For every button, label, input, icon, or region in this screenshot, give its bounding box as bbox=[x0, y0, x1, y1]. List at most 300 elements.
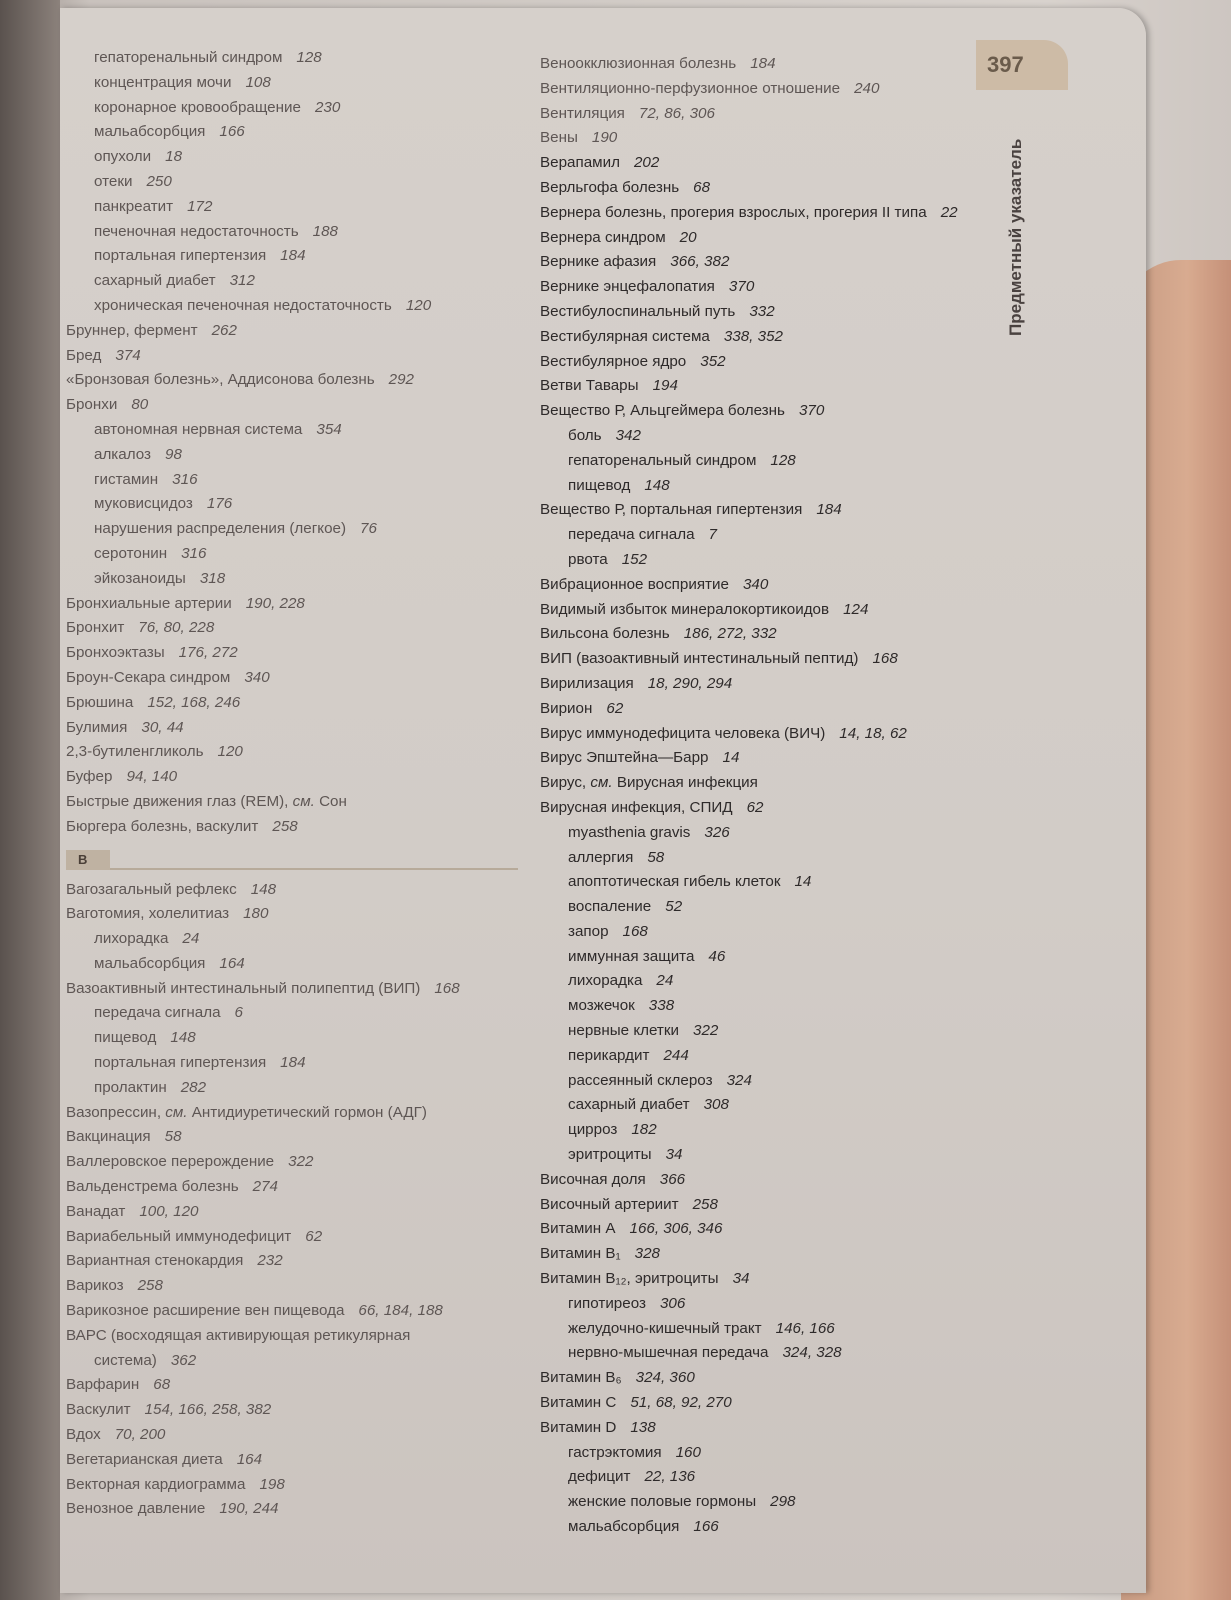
entry-pages: 306 bbox=[659, 1294, 686, 1312]
entry-term: гепаторенальный синдром bbox=[568, 451, 757, 469]
entry-term: перикардит bbox=[568, 1046, 650, 1064]
index-entry bbox=[66, 1200, 518, 1225]
index-entry bbox=[540, 1193, 958, 1218]
index-subentry bbox=[66, 418, 518, 443]
entry-term: рассеянный склероз bbox=[568, 1071, 713, 1089]
entry-pages: 274 bbox=[252, 1178, 278, 1196]
entry-term: Витамин B₁ bbox=[540, 1245, 621, 1263]
index-subentry bbox=[66, 170, 518, 195]
entry-pages: 148 bbox=[644, 476, 670, 494]
index-entry bbox=[540, 300, 958, 325]
entry-pages: 80 bbox=[131, 396, 149, 414]
entry-term: Бронхи bbox=[66, 396, 118, 414]
entry-term: портальная гипертензия bbox=[94, 1054, 267, 1072]
entry-term: Верапамил bbox=[540, 154, 620, 172]
entry-pages: 370 bbox=[798, 402, 825, 420]
entry-pages: 230 bbox=[314, 98, 341, 116]
index-entry bbox=[540, 697, 958, 722]
entry-term: автономная нервная система bbox=[94, 420, 303, 438]
entry-pages: 338 bbox=[648, 997, 675, 1015]
entry-term: аллергия bbox=[568, 848, 634, 866]
index-subentry bbox=[66, 927, 518, 952]
entry-term: запор bbox=[568, 922, 609, 940]
index-entry bbox=[66, 1249, 518, 1274]
entry-pages: 332 bbox=[749, 302, 775, 320]
entry-pages: 146, 166 bbox=[775, 1319, 835, 1337]
entry-term: Вальденстрема болезнь bbox=[66, 1178, 239, 1196]
index-entry bbox=[540, 1242, 958, 1267]
index-subentry bbox=[540, 548, 958, 573]
entry-term: Ваготомия, холелитиаз bbox=[66, 905, 230, 923]
entry-term: Буфер bbox=[66, 768, 113, 786]
index-entry bbox=[66, 319, 518, 344]
entry-pages: 194 bbox=[652, 377, 678, 395]
index-entry bbox=[66, 368, 518, 393]
index-subentry bbox=[66, 468, 518, 493]
entry-pages: 366 bbox=[659, 1170, 686, 1188]
entry-term: пролактин bbox=[94, 1078, 167, 1096]
entry-pages: 58 bbox=[164, 1128, 182, 1146]
index-entry bbox=[540, 1366, 958, 1391]
entry-term: Вдох bbox=[66, 1426, 101, 1444]
entry-pages: 324, 328 bbox=[782, 1344, 842, 1362]
entry-term: нарушения распределения (легкое) bbox=[94, 520, 347, 538]
letter-divider bbox=[66, 844, 518, 874]
entry-pages: 184 bbox=[280, 1054, 306, 1072]
entry-term: Варикоз bbox=[66, 1277, 124, 1295]
index-subentry bbox=[66, 1026, 518, 1051]
entry-pages: 72, 86, 306 bbox=[638, 104, 715, 122]
entry-term: гепаторенальный синдром bbox=[94, 49, 283, 66]
index-entry bbox=[540, 226, 958, 251]
index-entry bbox=[66, 1324, 518, 1349]
entry-term: Булимия bbox=[66, 718, 128, 736]
entry-pages: 342 bbox=[615, 426, 641, 444]
entry-term: Ветви Тавары bbox=[540, 377, 639, 395]
entry-term: Височный артериит bbox=[540, 1195, 679, 1213]
entry-term: гипотиреоз bbox=[568, 1294, 646, 1312]
entry-term: «Бронзовая болезнь», Аддисонова болезнь bbox=[66, 371, 375, 389]
entry-term: нервные клетки bbox=[568, 1022, 680, 1040]
entry-term: Вирион bbox=[540, 699, 593, 717]
index-entry bbox=[66, 616, 518, 641]
entry-pages: 316 bbox=[172, 470, 198, 488]
entry-term: Веноокклюзионная болезнь bbox=[540, 55, 737, 72]
index-subentry bbox=[540, 1143, 958, 1168]
entry-term: Броун-Секара синдром bbox=[66, 668, 231, 686]
entry-pages: 62 bbox=[606, 699, 624, 717]
index-entry bbox=[66, 1125, 518, 1150]
entry-term: Векторная кардиограмма bbox=[66, 1475, 246, 1493]
index-subentry bbox=[540, 1292, 958, 1317]
entry-pages: 326 bbox=[704, 823, 730, 841]
entry-pages: 18, 290, 294 bbox=[647, 674, 733, 692]
index-subentry bbox=[66, 567, 518, 592]
entry-pages: 322 bbox=[693, 1022, 719, 1040]
index-entry bbox=[66, 1398, 518, 1423]
entry-term: Видимый избыток минералокортикоидов bbox=[540, 600, 830, 618]
entry-pages: 180 bbox=[243, 905, 269, 923]
index-subentry bbox=[66, 269, 518, 294]
entry-pages: 232 bbox=[257, 1252, 283, 1270]
entry-pages: 322 bbox=[288, 1153, 314, 1171]
index-subentry bbox=[540, 1441, 958, 1466]
index-entry bbox=[540, 1168, 958, 1193]
index-subentry bbox=[66, 220, 518, 245]
entry-term: Бруннер, фермент bbox=[66, 321, 198, 339]
see-reference-marker: см. bbox=[586, 774, 617, 792]
entry-term: опухоли bbox=[94, 148, 152, 166]
index-subentry bbox=[66, 492, 518, 517]
entry-term: мозжечок bbox=[568, 997, 635, 1015]
entry-pages: 20 bbox=[679, 228, 697, 246]
entry-term: Витамин А bbox=[540, 1220, 616, 1238]
index-subentry bbox=[66, 443, 518, 468]
entry-term: Вегетарианская диета bbox=[66, 1450, 223, 1468]
entry-pages: 188 bbox=[312, 222, 338, 240]
entry-term: цирроз bbox=[568, 1121, 618, 1139]
index-entry bbox=[66, 815, 518, 840]
entry-pages: 14, 18, 62 bbox=[839, 724, 907, 742]
index-subentry bbox=[66, 1349, 518, 1374]
index-entry bbox=[66, 790, 518, 815]
entry-pages: 258 bbox=[137, 1277, 163, 1295]
entry-pages: 168 bbox=[872, 650, 898, 668]
entry-pages: 190 bbox=[591, 129, 618, 147]
index-entry bbox=[66, 740, 518, 765]
entry-pages: 124 bbox=[843, 600, 869, 618]
entry-pages: 128 bbox=[296, 49, 322, 66]
entry-pages: 22, 136 bbox=[644, 1468, 696, 1486]
entry-pages: 148 bbox=[250, 880, 277, 898]
entry-term: пищевод bbox=[568, 476, 631, 494]
index-entry bbox=[66, 1373, 518, 1398]
entry-pages: 184 bbox=[816, 501, 842, 519]
entry-term: myasthenia gravis bbox=[568, 823, 691, 841]
index-entry bbox=[66, 716, 518, 741]
entry-term: Вещество Р, портальная гипертензия bbox=[540, 501, 803, 519]
entry-term: Бронхоэктазы bbox=[66, 644, 165, 662]
entry-term: гастрэктомия bbox=[568, 1443, 662, 1461]
index-entry bbox=[66, 1101, 518, 1126]
left-column bbox=[66, 46, 518, 1522]
entry-term: Витамин B₁₂, эритроциты bbox=[540, 1270, 719, 1288]
see-reference-target: Антидиуретический гормон (АДГ) bbox=[191, 1103, 427, 1121]
entry-pages: 138 bbox=[630, 1418, 656, 1436]
index-subentry bbox=[66, 517, 518, 542]
entry-term: Верльгофа болезнь bbox=[540, 178, 680, 196]
entry-pages: 198 bbox=[259, 1475, 285, 1493]
entry-term: Быстрые движения глаз (REM), bbox=[66, 792, 289, 810]
entry-pages: 186, 272, 332 bbox=[683, 625, 777, 643]
see-reference-marker: см. bbox=[288, 792, 320, 810]
entry-pages: 182 bbox=[631, 1121, 657, 1139]
entry-term: 2,3-бутиленгликоль bbox=[66, 743, 204, 761]
index-entry bbox=[66, 902, 518, 927]
entry-term: Вариантная стенокардия bbox=[66, 1252, 244, 1270]
index-subentry bbox=[540, 870, 958, 895]
entry-pages: 366, 382 bbox=[670, 253, 730, 271]
entry-term: мальабсорбция bbox=[94, 123, 206, 141]
entry-pages: 51, 68, 92, 270 bbox=[630, 1394, 732, 1412]
entry-pages: 240 bbox=[854, 79, 880, 97]
entry-pages: 14 bbox=[722, 749, 740, 767]
index-entry bbox=[66, 1448, 518, 1473]
entry-term: Вибрационное восприятие bbox=[540, 575, 729, 593]
entry-term: боль bbox=[568, 426, 602, 444]
index-subentry bbox=[540, 945, 958, 970]
entry-pages: 258 bbox=[272, 817, 298, 835]
entry-pages: 258 bbox=[692, 1195, 718, 1213]
entry-pages: 324, 360 bbox=[635, 1369, 695, 1387]
entry-pages: 282 bbox=[180, 1078, 207, 1096]
index-subentry bbox=[66, 145, 518, 170]
entry-pages: 120 bbox=[217, 743, 243, 761]
index-entry bbox=[540, 796, 958, 821]
entry-pages: 340 bbox=[244, 668, 270, 686]
entry-pages: 62 bbox=[305, 1227, 323, 1245]
entry-term: портальная гипертензия bbox=[94, 247, 267, 265]
index-entry bbox=[66, 592, 518, 617]
index-subentry bbox=[540, 1044, 958, 1069]
entry-pages: 262 bbox=[211, 321, 237, 339]
index-subentry bbox=[540, 846, 958, 871]
index-entry bbox=[540, 176, 958, 201]
index-entry bbox=[540, 126, 958, 151]
entry-pages: 46 bbox=[708, 947, 726, 965]
entry-pages: 76, 80, 228 bbox=[138, 619, 215, 637]
entry-pages: 108 bbox=[245, 73, 271, 91]
entry-term: Бюргера болезнь, васкулит bbox=[66, 817, 259, 835]
entry-pages: 164 bbox=[219, 954, 245, 972]
left-page-edge bbox=[0, 0, 60, 1600]
entry-term: Вариабельный иммунодефицит bbox=[66, 1227, 292, 1245]
index-entry bbox=[540, 201, 958, 226]
see-reference-target: Сон bbox=[319, 792, 347, 810]
entry-term: Вены bbox=[540, 129, 578, 147]
index-entry bbox=[66, 641, 518, 666]
entry-pages: 312 bbox=[229, 272, 255, 290]
entry-term: Вернера синдром bbox=[540, 228, 666, 246]
index-subentry bbox=[66, 542, 518, 567]
entry-term: апоптотическая гибель клеток bbox=[568, 873, 781, 891]
entry-term: Вестибулярная система bbox=[540, 327, 710, 345]
index-entry bbox=[540, 399, 958, 424]
entry-term: Бронхит bbox=[66, 619, 125, 637]
entry-term: печеночная недостаточность bbox=[94, 222, 299, 240]
index-entry bbox=[540, 647, 958, 672]
index-entry bbox=[540, 374, 958, 399]
entry-term: Вирилизация bbox=[540, 674, 634, 692]
letter-badge: В bbox=[66, 850, 110, 870]
index-subentry bbox=[66, 120, 518, 145]
entry-term: Варикозное расширение вен пищевода bbox=[66, 1302, 345, 1320]
index-entry bbox=[66, 1423, 518, 1448]
left-entries bbox=[66, 46, 518, 840]
entry-term: Вильсона болезнь bbox=[540, 625, 670, 643]
entry-term: сахарный диабет bbox=[568, 1096, 690, 1114]
index-entry bbox=[66, 878, 518, 903]
index-subentry bbox=[66, 46, 518, 71]
entry-pages: 152, 168, 246 bbox=[147, 693, 241, 711]
entry-term: рвота bbox=[568, 550, 608, 568]
entry-term: Васкулит bbox=[66, 1401, 131, 1419]
entry-pages: 340 bbox=[742, 575, 769, 593]
entry-term: Вестибулоспинальный путь bbox=[540, 302, 736, 320]
entry-term: Вазоактивный интестинальный полипептид (ВИП) bbox=[66, 979, 421, 997]
index-entry bbox=[540, 622, 958, 647]
entry-pages: 184 bbox=[280, 247, 306, 265]
index-subentry bbox=[540, 1069, 958, 1094]
index-subentry bbox=[540, 1465, 958, 1490]
entry-term: Вестибулярное ядро bbox=[540, 352, 687, 370]
entry-pages: 94, 140 bbox=[126, 768, 178, 786]
index-entry bbox=[66, 1175, 518, 1200]
entry-pages: 62 bbox=[746, 798, 764, 816]
entry-term: женские половые гормоны bbox=[568, 1493, 757, 1511]
entry-pages: 120 bbox=[405, 296, 432, 314]
entry-pages: 166 bbox=[219, 123, 245, 141]
index-entry bbox=[540, 1267, 958, 1292]
entry-pages: 30, 44 bbox=[141, 718, 184, 736]
index-subentry bbox=[66, 1076, 518, 1101]
index-entry bbox=[540, 325, 958, 350]
index-entry bbox=[540, 102, 958, 127]
entry-term: Варфарин bbox=[66, 1376, 140, 1394]
entry-pages: 164 bbox=[236, 1450, 263, 1468]
entry-pages: 166 bbox=[693, 1518, 719, 1536]
entry-term: Вентиляционно-перфузионное отношение bbox=[540, 79, 841, 97]
index-entry bbox=[540, 1217, 958, 1242]
index-entry bbox=[66, 1225, 518, 1250]
entry-pages: 14 bbox=[794, 873, 812, 891]
entry-term: Витамин B₆ bbox=[540, 1369, 622, 1387]
entry-term: ВАРС (восходящая активирующая ретикулярная bbox=[66, 1326, 411, 1344]
entry-pages: 70, 200 bbox=[114, 1426, 166, 1444]
entry-term: пищевод bbox=[94, 1029, 157, 1047]
entry-pages: 98 bbox=[165, 445, 182, 463]
index-subentry bbox=[540, 1490, 958, 1515]
index-entry bbox=[66, 765, 518, 790]
entry-term: Вернике энцефалопатия bbox=[540, 278, 715, 296]
entry-term: коронарное кровообращение bbox=[94, 98, 301, 116]
index-entry bbox=[540, 275, 958, 300]
index-entry bbox=[540, 1416, 958, 1441]
index-subentry bbox=[540, 895, 958, 920]
entry-term: Бред bbox=[66, 346, 102, 364]
entry-term: эритроциты bbox=[568, 1146, 652, 1164]
entry-pages: 324 bbox=[726, 1071, 752, 1089]
entry-pages: 172 bbox=[187, 197, 213, 215]
entry-pages: 68 bbox=[153, 1376, 171, 1394]
entry-pages: 176 bbox=[206, 495, 233, 513]
entry-term: Витамин C bbox=[540, 1394, 617, 1412]
entry-pages: 66, 184, 188 bbox=[358, 1302, 443, 1320]
index-subentry bbox=[66, 294, 518, 319]
index-subentry bbox=[540, 821, 958, 846]
entry-term: система) bbox=[94, 1351, 157, 1369]
index-subentry bbox=[66, 1051, 518, 1076]
entry-pages: 292 bbox=[388, 371, 414, 389]
entry-pages: 7 bbox=[708, 526, 717, 544]
index-subentry bbox=[66, 1001, 518, 1026]
right-entries bbox=[540, 52, 958, 1540]
index-entry bbox=[540, 598, 958, 623]
entry-term: Вирус Эпштейна—Барр bbox=[540, 749, 709, 767]
index-entry bbox=[540, 573, 958, 598]
index-entry bbox=[540, 722, 958, 747]
index-subentry bbox=[540, 1118, 958, 1143]
see-reference-target: Вирусная инфекция bbox=[616, 774, 758, 792]
entry-pages: 154, 166, 258, 382 bbox=[144, 1401, 272, 1419]
entry-term: Брюшина bbox=[66, 693, 134, 711]
entry-pages: 202 bbox=[633, 154, 660, 172]
entry-pages: 250 bbox=[146, 172, 172, 190]
index-subentry bbox=[66, 96, 518, 121]
index-entry bbox=[66, 393, 518, 418]
index-entry bbox=[66, 1473, 518, 1498]
entry-pages: 128 bbox=[770, 451, 796, 469]
index-entry bbox=[540, 1391, 958, 1416]
entry-term: лихорадка bbox=[94, 930, 169, 948]
entry-pages: 338, 352 bbox=[723, 327, 783, 345]
letter-rule bbox=[110, 868, 518, 870]
entry-term: ВИП (вазоактивный интестинальный пептид) bbox=[540, 650, 859, 668]
entry-term: Ванадат bbox=[66, 1202, 126, 1220]
see-reference-marker: см. bbox=[161, 1103, 192, 1121]
entry-pages: 166, 306, 346 bbox=[629, 1220, 723, 1238]
entry-term: Вентиляция bbox=[540, 104, 625, 122]
entry-pages: 354 bbox=[316, 420, 342, 438]
index-subentry bbox=[540, 920, 958, 945]
entry-pages: 308 bbox=[703, 1096, 729, 1114]
entry-term: Вирусная инфекция, СПИД bbox=[540, 798, 733, 816]
index-entry bbox=[66, 1150, 518, 1175]
entry-term: воспаление bbox=[568, 898, 652, 916]
entry-term: концентрация мочи bbox=[94, 73, 232, 91]
right-column bbox=[540, 52, 958, 1540]
index-subentry bbox=[66, 71, 518, 96]
entry-term: Вернике афазия bbox=[540, 253, 657, 271]
index-subentry bbox=[66, 244, 518, 269]
index-entry bbox=[66, 666, 518, 691]
page-number: 397 bbox=[987, 52, 1024, 77]
entry-term: хроническая печеночная недостаточность bbox=[94, 296, 392, 314]
entry-term: Бронхиальные артерии bbox=[66, 594, 232, 612]
index-entry bbox=[66, 1497, 518, 1522]
entry-pages: 24 bbox=[656, 972, 674, 990]
index-entry bbox=[540, 746, 958, 771]
entry-pages: 352 bbox=[700, 352, 726, 370]
index-entry bbox=[66, 1299, 518, 1324]
index-entry bbox=[540, 151, 958, 176]
entry-term: Вагозагальный рефлекс bbox=[66, 880, 237, 898]
entry-pages: 100, 120 bbox=[139, 1202, 199, 1220]
entry-pages: 328 bbox=[634, 1245, 660, 1263]
entry-pages: 160 bbox=[675, 1443, 701, 1461]
index-entry bbox=[540, 350, 958, 375]
entry-pages: 190, 228 bbox=[245, 594, 305, 612]
entry-pages: 176, 272 bbox=[178, 644, 238, 662]
index-subentry bbox=[540, 994, 958, 1019]
entry-pages: 6 bbox=[234, 1004, 243, 1022]
index-subentry bbox=[540, 1317, 958, 1342]
entry-term: Витамин D bbox=[540, 1418, 617, 1436]
entry-term: мальабсорбция bbox=[568, 1518, 680, 1536]
entry-term: желудочно-кишечный тракт bbox=[568, 1319, 762, 1337]
index-subentry bbox=[540, 449, 958, 474]
entry-pages: 152 bbox=[621, 550, 648, 568]
